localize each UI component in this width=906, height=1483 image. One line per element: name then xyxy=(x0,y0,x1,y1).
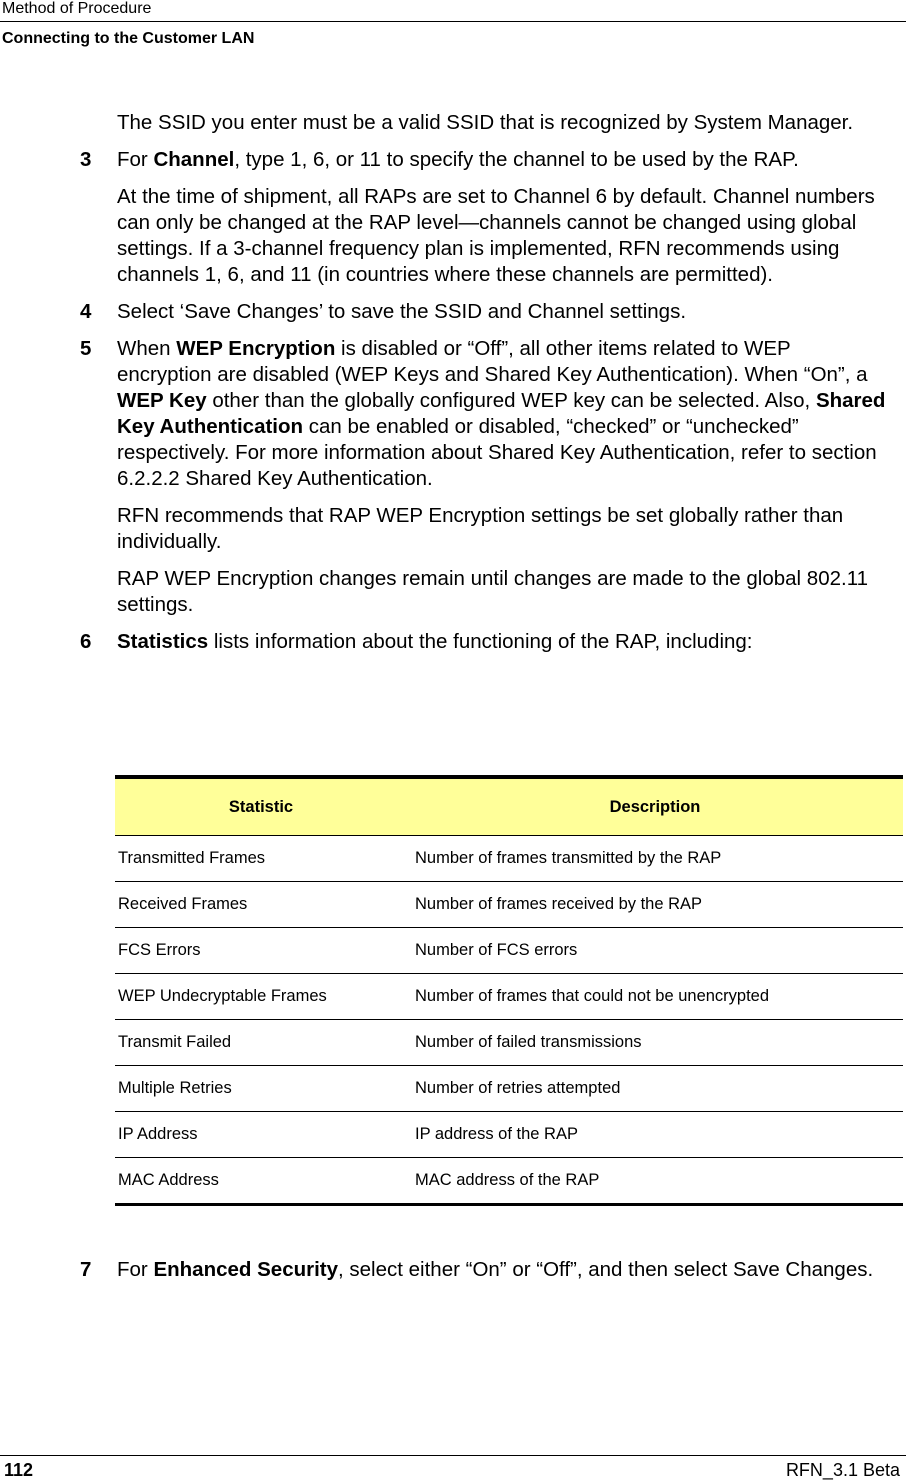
statistic-cell: Transmit Failed xyxy=(115,1020,407,1066)
term-enhanced-security: Enhanced Security xyxy=(153,1258,339,1281)
step-text: When WEP Encryption is disabled or “Off”, all other items related to WEP encryption are disabled (WEP Keys and Shared Key Authentication). When “On”, a WEP Key other than the globally configured WEP key can be selected. Also, Shared Key Authentication can be enabled or disabled, “checked” or “unchecked” respectively. For more information about Shared Key Authentication, refer to section 6.2.2.2 Shared Key Authentication. xyxy=(117,337,886,490)
table-row xyxy=(115,1066,903,1112)
description-cell: Number of FCS errors xyxy=(407,928,903,974)
step-7 xyxy=(80,1257,880,1283)
table-row xyxy=(115,1020,903,1066)
header-divider xyxy=(0,21,906,22)
column-header-description: Description xyxy=(407,777,903,836)
page-number: 112 xyxy=(4,1460,34,1480)
table-row xyxy=(115,928,903,974)
term-shared-key-auth: Shared Key Authentication xyxy=(117,389,886,438)
description-cell: Number of frames that could not be unencrypted xyxy=(407,974,903,1020)
step-number: 6 xyxy=(80,630,92,653)
step-number: 3 xyxy=(80,148,92,171)
statistic-cell: Received Frames xyxy=(115,882,407,928)
step-number: 7 xyxy=(80,1258,92,1281)
term-wep-key: WEP Key xyxy=(117,389,207,412)
running-header-subsection: Connecting to the Customer LAN xyxy=(2,30,255,47)
step-text: Select ‘Save Changes’ to save the SSID and Channel settings. xyxy=(117,300,687,323)
statistic-cell: Transmitted Frames xyxy=(115,836,407,882)
procedure-body xyxy=(80,110,890,666)
statistic-cell: FCS Errors xyxy=(115,928,407,974)
step-number: 5 xyxy=(80,337,92,360)
step-6 xyxy=(80,629,890,655)
table-row xyxy=(115,1112,903,1158)
statistic-cell: MAC Address xyxy=(115,1158,407,1205)
step-4 xyxy=(80,299,890,325)
description-cell: IP address of the RAP xyxy=(407,1112,903,1158)
step-text: For Channel, type 1, 6, or 11 to specify the channel to be used by the RAP. xyxy=(117,148,799,171)
table-row xyxy=(115,974,903,1020)
table-header-row xyxy=(115,777,903,836)
statistics-table xyxy=(115,775,903,1206)
column-header-statistic: Statistic xyxy=(115,777,407,836)
description-cell: MAC address of the RAP xyxy=(407,1158,903,1205)
term-channel: Channel xyxy=(153,148,235,171)
step-text: For Enhanced Security, select either “On” or “Off”, and then select Save Changes. xyxy=(117,1258,874,1281)
step-number: 4 xyxy=(80,300,92,323)
statistic-cell: WEP Undecryptable Frames xyxy=(115,974,407,1020)
intro-paragraph: The SSID you enter must be a valid SSID that is recognized by System Manager. xyxy=(117,111,854,134)
step-3 xyxy=(80,147,890,173)
description-cell: Number of frames transmitted by the RAP xyxy=(407,836,903,882)
step-5-note-2: RAP WEP Encryption changes remain until changes are made to the global 802.11 settings. xyxy=(117,567,868,616)
statistic-cell: IP Address xyxy=(115,1112,407,1158)
running-header-section: Method of Procedure xyxy=(2,0,152,17)
footer-divider xyxy=(0,1455,906,1456)
term-statistics: Statistics xyxy=(117,630,209,653)
table-row xyxy=(115,882,903,928)
step-5 xyxy=(80,336,890,492)
table-row xyxy=(115,836,903,882)
table-row xyxy=(115,1158,903,1205)
term-wep-encryption: WEP Encryption xyxy=(176,337,336,360)
description-cell: Number of frames received by the RAP xyxy=(407,882,903,928)
description-cell: Number of failed transmissions xyxy=(407,1020,903,1066)
step-5-note-1: RFN recommends that RAP WEP Encryption settings be set globally rather than individually. xyxy=(117,504,844,553)
statistic-cell: Multiple Retries xyxy=(115,1066,407,1112)
step-3-note: At the time of shipment, all RAPs are set to Channel 6 by default. Channel numbers can only be changed at the RAP level—channels cannot be changed using global settings. If a 3-channel frequency plan is implemented, RFN recommends using channels 1, 6, and 11 (in countries where these channels are permitted). xyxy=(117,185,875,286)
description-cell: Number of retries attempted xyxy=(407,1066,903,1112)
step-text: Statistics lists information about the functioning of the RAP, including: xyxy=(117,630,753,653)
document-version: RFN_3.1 Beta xyxy=(785,1460,900,1480)
